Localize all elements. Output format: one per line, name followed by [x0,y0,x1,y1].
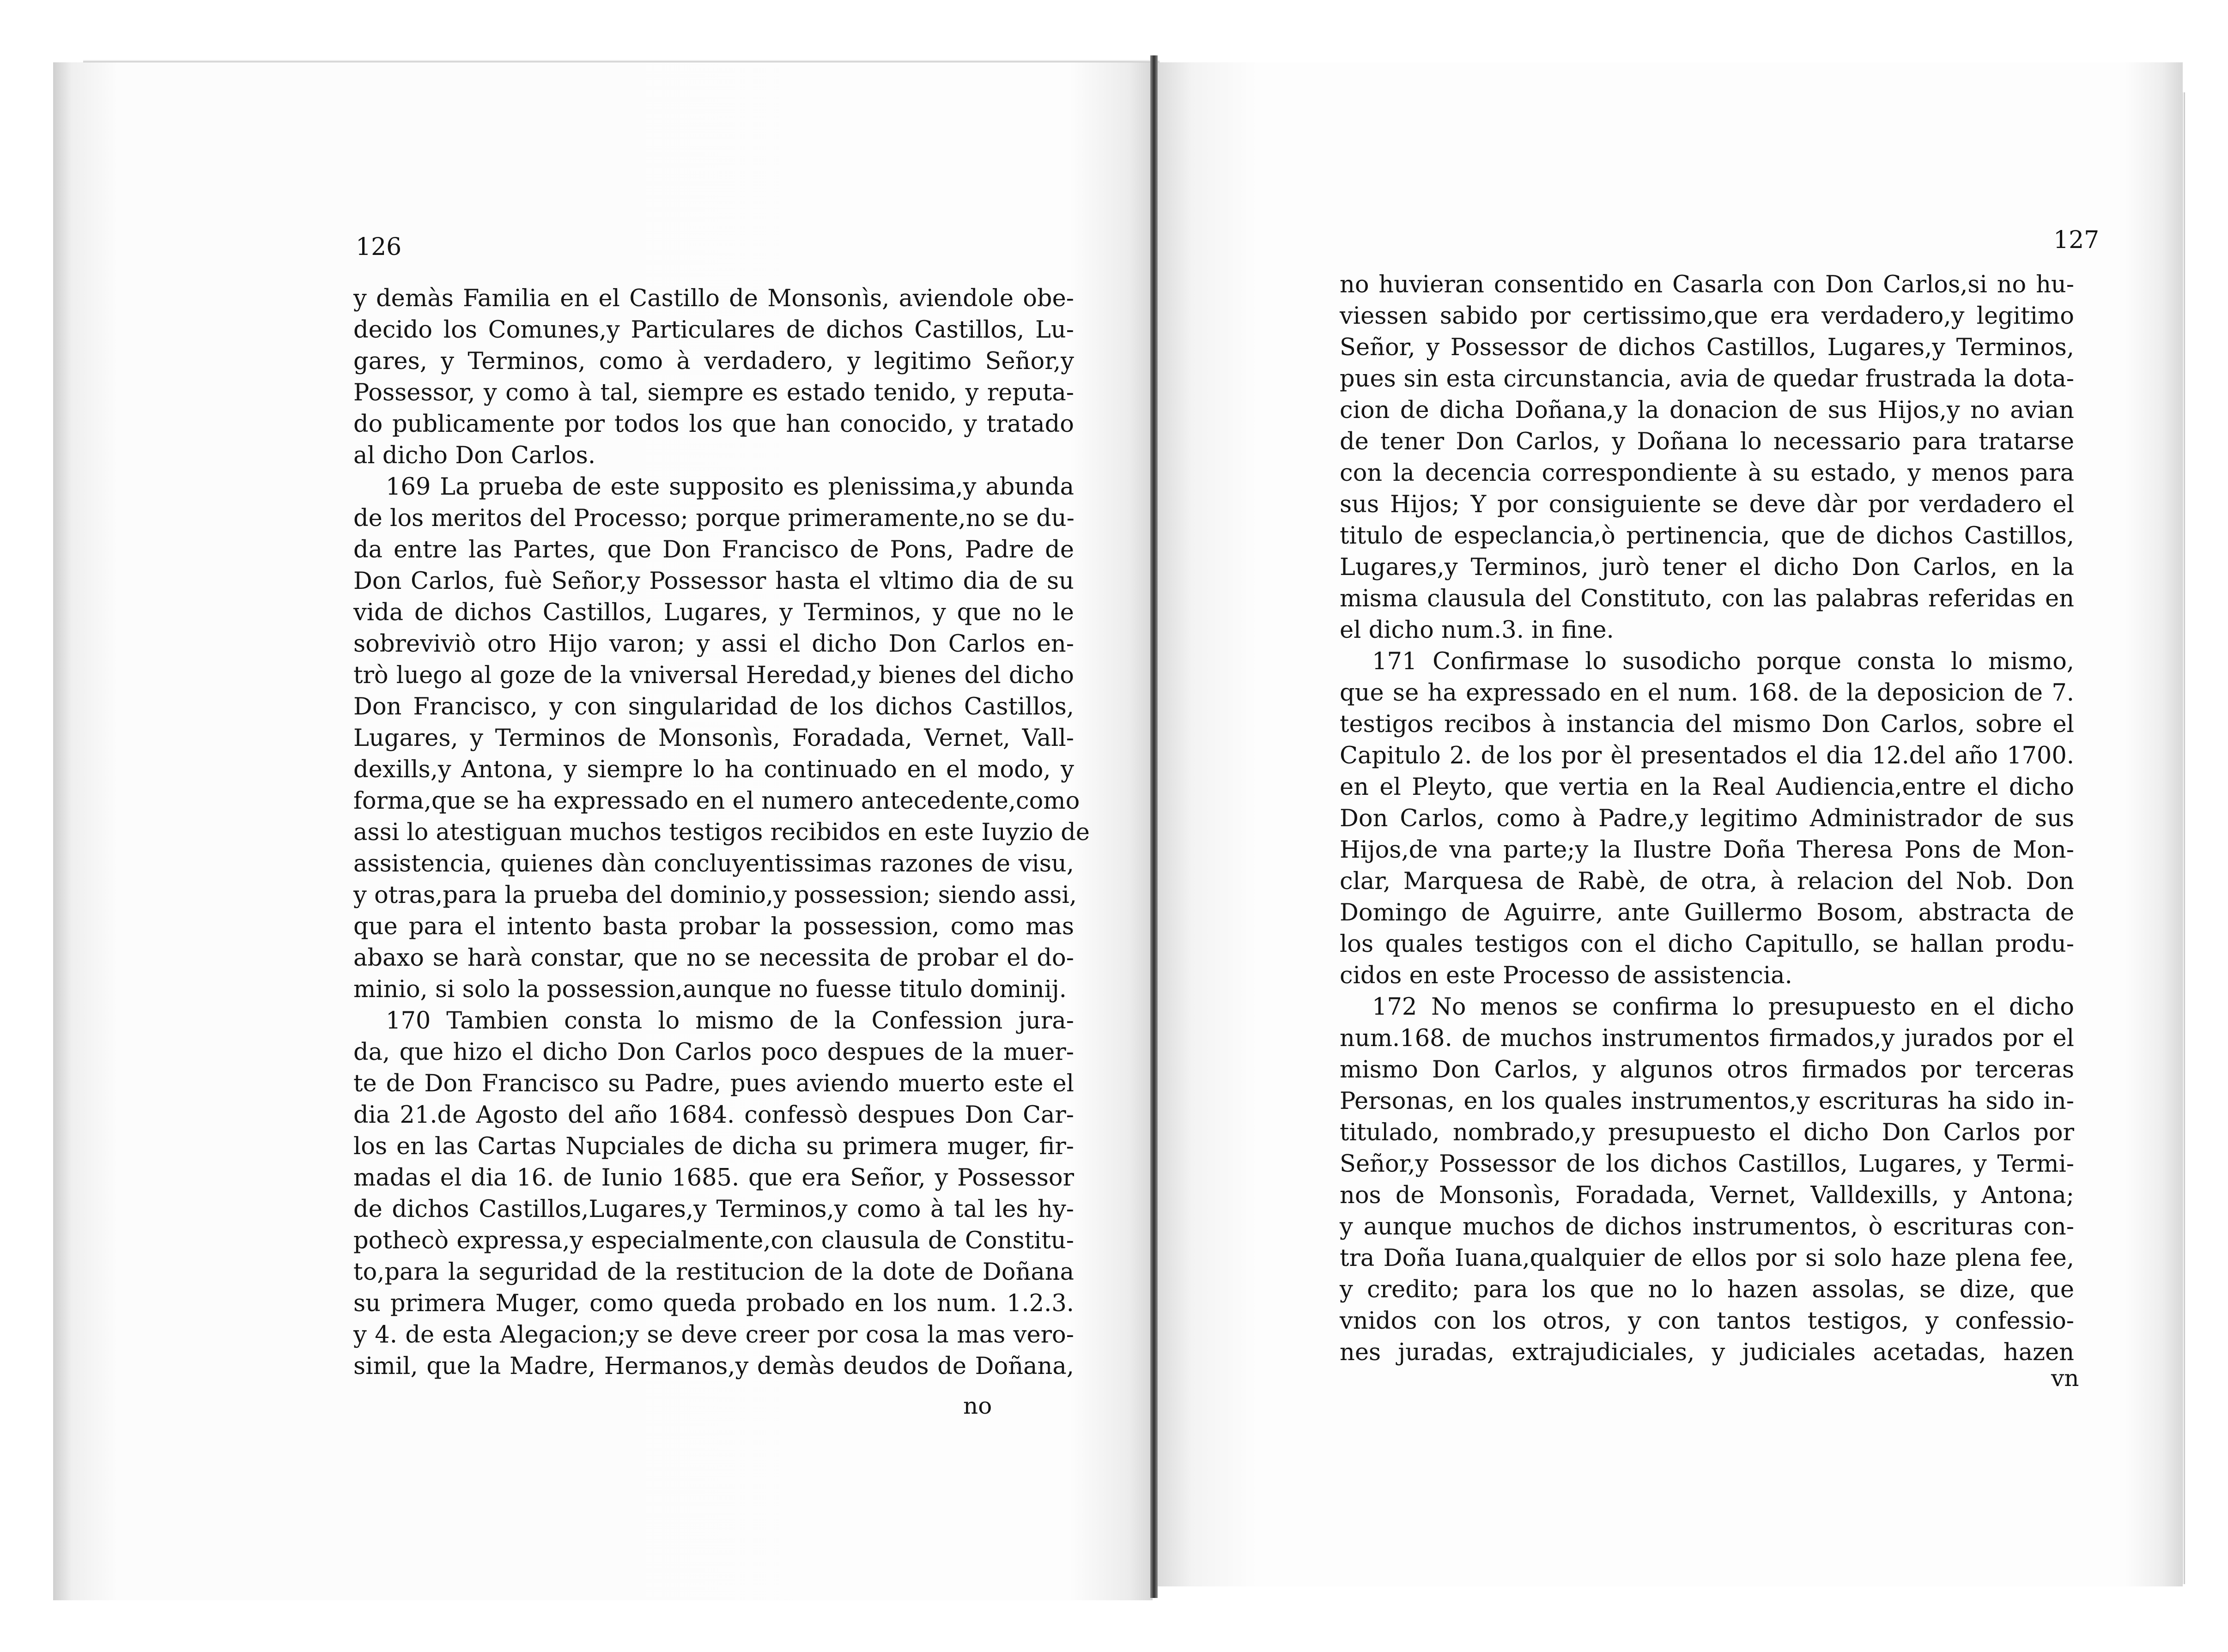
text-line: assistencia, quienes dàn concluyentissimas razones de visu, [353,850,1074,877]
text-line: Don Carlos, fuè Señor,y Possessor hasta el vltimo dia de su [353,568,1074,595]
text-line: Don Carlos, como à Padre,y legitimo Administrador de sus [1340,805,2074,832]
page-number: 126 [356,233,402,261]
text-line: que se ha expressado en el num. 168. de la deposicion de 7. [1340,679,2074,707]
text-line: decido los Comunes,y Particulares de dichos Castillos, Lu- [353,316,1074,344]
text-line: madas el dia 16. de Iunio 1685. que era Señor, y Possessor [353,1164,1074,1192]
text-line: simil, que la Madre, Hermanos,y demàs deudos de Doñana, [353,1353,1074,1380]
text-line: te de Don Francisco su Padre, pues aviendo muerto este el [353,1070,1074,1097]
text-line: viessen sabido por certissimo,que era verdadero,y legitimo [1340,303,2074,330]
text-line: Hijos,de vna parte;y la Ilustre Doña Theresa Pons de Mon- [1340,836,2074,864]
text-line: pues sin esta circunstancia, avia de quedar frustrada la dota- [1340,365,2074,393]
text-line: titulo de especlancia,ò pertinencia, que de dichos Castillos, [1340,522,2074,550]
text-line: de los meritos del Processo; porque primeramente,no se du- [353,505,1075,532]
text-line: no huvieran consentido en Casarla con Don Carlos,si no hu- [1340,271,2074,298]
text-line: y aunque muchos de dichos instrumentos, ò escrituras con- [1340,1213,2074,1241]
text-line: al dicho Don Carlos. [353,442,596,469]
text-line: da entre las Partes, que Don Francisco de Pons, Padre de [353,536,1074,563]
text-line: nes juradas, extrajudiciales, y judiciales acetadas, hazen [1340,1339,2074,1366]
text-line: testigos recibos à instancia del mismo Don Carlos, sobre el [1340,711,2074,738]
text-line: Señor,y Possessor de los dichos Castillos, Lugares, y Termi- [1340,1150,2074,1178]
text-line: Domingo de Aguirre, ante Guillermo Bosom, abstracta de [1340,899,2074,926]
text-line: forma,que se ha expressado en el numero antecedente,como [353,787,1080,815]
text-line: cidos en este Processo de assistencia. [1340,962,1792,989]
text-line: misma clausula del Constituto, con las palabras referidas en [1340,585,2074,612]
text-line: sobreviviò otro Hijo varon; y assi el dicho Don Carlos en- [353,630,1074,658]
book-gutter [1150,55,1158,1598]
text-line: sus Hijos; Y por consiguiente se deve dàr por verdadero el [1340,491,2074,518]
right-page [1155,62,2183,1586]
text-line: 172 No menos se confirma lo presupuesto en el dicho [1372,993,2074,1021]
text-line: 169 La prueba de este supposito es plenissima,y abunda [386,473,1074,501]
text-line: gares, y Terminos, como à verdadero, y legitimo Señor,y [353,348,1074,375]
text-line: titulado, nombrado,y presupuesto el dicho Don Carlos por [1340,1119,2074,1146]
text-line: su primera Muger, como queda probado en los num. 1.2.3. [353,1290,1074,1317]
text-line: nos de Monsonìs, Foradada, Vernet, Valldexills, y Antona; [1340,1182,2074,1209]
text-line: Personas, en los quales instrumentos,y escrituras ha sido in- [1340,1088,2074,1115]
text-line: en el Pleyto, que vertia en la Real Audiencia,entre el dicho [1340,774,2074,801]
text-line: pothecò expressa,y especialmente,con clausula de Constitu- [353,1227,1074,1254]
text-line: Don Francisco, y con singularidad de los dichos Castillos, [353,693,1074,720]
text-line: de tener Don Carlos, y Doñana lo necessario para tratarse [1340,428,2074,455]
text-line: y demàs Familia en el Castillo de Monsonìs, aviendole obe- [353,285,1074,312]
text-line: los quales testigos con el dicho Capitullo, se hallan produ- [1340,931,2074,958]
catchword: vn [2051,1365,2079,1392]
left-page [53,62,1153,1600]
text-line: abaxo se harà constar, que no se necessita de probar el do- [353,944,1074,972]
page-number: 127 [2053,226,2100,254]
text-line: el dicho num.3. in fine. [1340,617,1614,644]
text-line: y otras,para la prueba del dominio,y possession; siendo assi, [353,882,1077,909]
right-page-text [1340,269,2074,1368]
text-line: que para el intento basta probar la possession, como mas [353,913,1074,940]
text-line: vida de dichos Castillos, Lugares, y Terminos, y que no le [353,599,1074,626]
text-line: cion de dicha Doñana,y la donacion de sus Hijos,y no avian [1340,397,2074,424]
text-line: da, que hizo el dicho Don Carlos poco despues de la muer- [353,1039,1074,1066]
text-line: mismo Don Carlos, y algunos otros firmados por terceras [1340,1056,2074,1083]
text-line: minio, si solo la possession,aunque no fuesse titulo dominij. [353,976,1067,1003]
text-line: 171 Confirmase lo susodicho porque consta lo mismo, [1372,648,2074,675]
text-line: dia 21.de Agosto del año 1684. confessò despues Don Car- [353,1101,1074,1129]
text-line: assi lo atestiguan muchos testigos recibidos en este Iuyzio de [353,819,1090,846]
text-line: to,para la seguridad de la restitucion de la dote de Doñana [353,1259,1074,1286]
open-book [53,62,2183,1600]
text-line: vnidos con los otros, y con tantos testigos, y confessio- [1340,1307,2074,1335]
text-line: con la decencia correspondiente à su estado, y menos para [1340,460,2074,487]
text-line: 170 Tambien consta lo mismo de la Confession jura- [386,1007,1074,1035]
text-line: trò luego al goze de la vniversal Heredad,y bienes del dicho [353,662,1074,689]
text-line: Capitulo 2. de los por èl presentados el dia 12.del año 1700. [1340,742,2074,769]
text-line: Señor, y Possessor de dichos Castillos, Lugares,y Terminos, [1340,334,2074,361]
text-line: tra Doña Iuana,qualquier de ellos por si solo haze plena fee, [1340,1245,2074,1272]
text-line: de dichos Castillos,Lugares,y Terminos,y como à tal les hy- [353,1196,1074,1223]
left-page-text [353,283,1090,1382]
catchword: no [963,1392,992,1419]
text-line: los en las Cartas Nupciales de dicha su primera muger, fir- [353,1133,1074,1160]
text-line: Possessor, y como à tal, siempre es estado tenido, y reputa- [353,379,1074,406]
text-line: clar, Marquesa de Rabè, de otra, à relacion del Nob. Don [1340,868,2074,895]
text-line: Lugares, y Terminos de Monsonìs, Foradada, Vernet, Vall- [353,725,1074,752]
text-line: do publicamente por todos los que han conocido, y tratado [353,411,1074,438]
text-line: dexills,y Antona, y siempre lo ha continuado en el modo, y [353,756,1074,783]
text-line: y 4. de esta Alegacion;y se deve creer por cosa la mas vero- [353,1321,1074,1349]
text-line: num.168. de muchos instrumentos firmados,y jurados por el [1340,1025,2074,1052]
text-line: y credito; para los que no lo hazen assolas, se dize, que [1340,1276,2074,1303]
text-line: Lugares,y Terminos, jurò tener el dicho Don Carlos, en la [1340,554,2074,581]
